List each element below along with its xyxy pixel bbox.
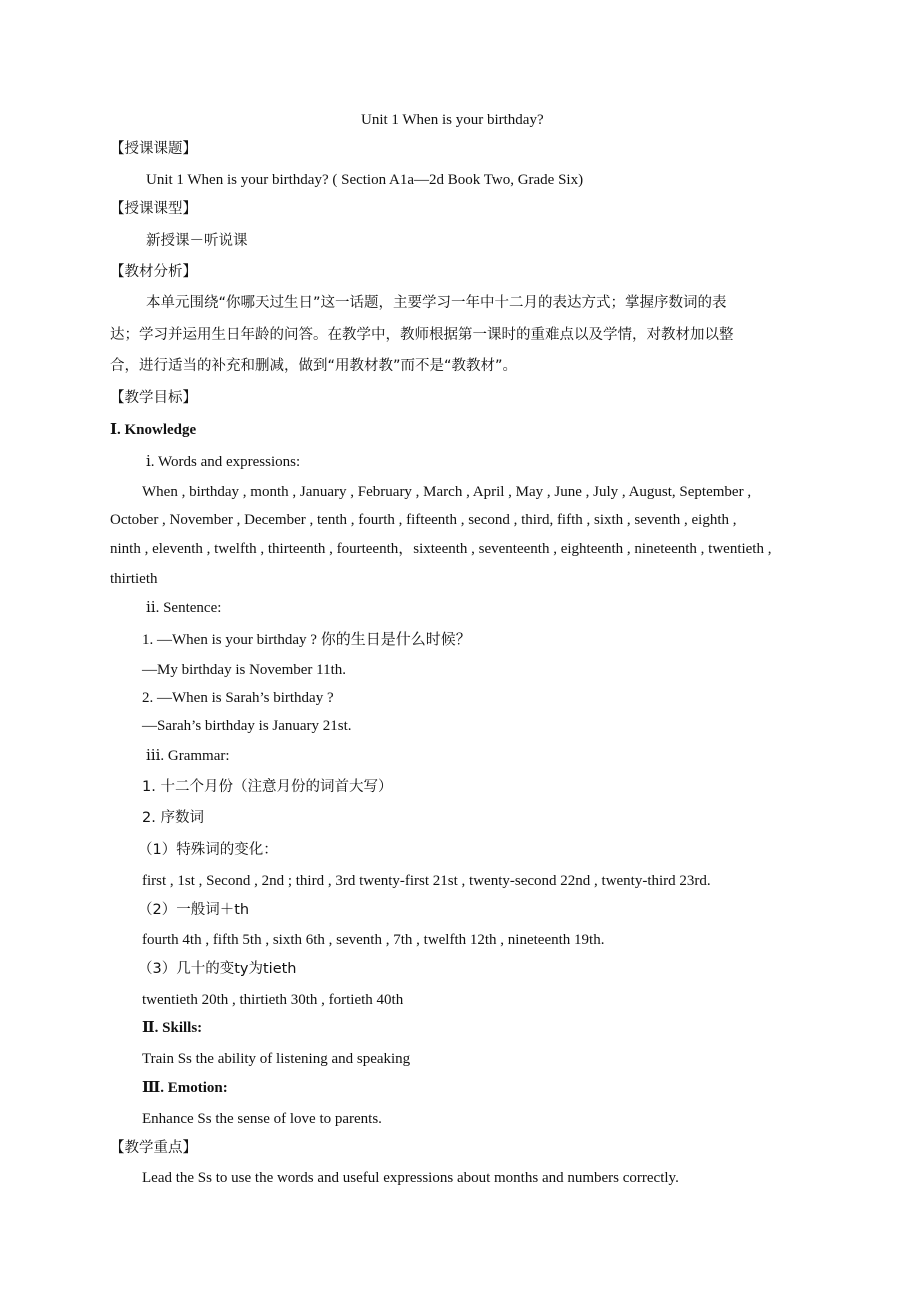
- emotion-heading: Ⅲ. Emotion:: [142, 1080, 228, 1096]
- words-line-4: thirtieth: [110, 571, 158, 587]
- skills-heading: Ⅱ. Skills:: [142, 1020, 203, 1036]
- words-line-2: October , November , December , tenth , fourth , fifteenth , second , third, fifth , sixth , seventh , eighth ,: [110, 512, 737, 528]
- emotion-text: Enhance Ss the sense of love to parents.: [142, 1111, 382, 1127]
- heading-goals: 【教学目标】: [110, 390, 197, 406]
- heading-topic: 【授课课题】: [110, 141, 197, 157]
- grammar-line-1: 1. 十二个月份（注意月份的词首大写）: [142, 779, 393, 795]
- sentence-line-4: —Sarah’s birthday is January 21st.: [142, 718, 352, 734]
- grammar-line-7: （3）几十的变ty为tieth: [138, 961, 297, 977]
- heading-analysis: 【教材分析】: [110, 264, 197, 280]
- sentence-line-3: 2. —When is Sarah’s birthday ?: [142, 690, 334, 706]
- skills-text: Train Ss the ability of listening and speaking: [142, 1051, 411, 1067]
- lesson-type-text: 新授课－听说课: [146, 233, 248, 249]
- words-heading: ⅰ. Words and expressions:: [146, 454, 301, 470]
- grammar-line-6: fourth 4th , fifth 5th , sixth 6th , seventh , 7th , twelfth 12th , nineteenth 19th.: [142, 932, 605, 948]
- analysis-line-2: 达；学习并运用生日年龄的问答。在教学中，教师根据第一课时的重难点以及学情，对教材加以整: [110, 327, 734, 343]
- grammar-heading: ⅲ. Grammar:: [146, 748, 230, 764]
- topic-text: Unit 1 When is your birthday? ( Section A1a—2d Book Two, Grade Six): [146, 172, 584, 188]
- analysis-line-1: 本单元围绕“你哪天过生日”这一话题，主要学习一年中十二月的表达方式；掌握序数词的表: [146, 295, 727, 311]
- grammar-line-4: first , 1st , Second , 2nd ; third , 3rd twenty-first 21st , twenty-second 22nd , twenty-third 23rd.: [142, 873, 711, 889]
- sentence-heading: ⅱ. Sentence:: [146, 600, 222, 616]
- grammar-line-3: （1）特殊词的变化：: [138, 842, 278, 858]
- analysis-line-3: 合，进行适当的补充和删减，做到“用教材教”而不是“教教材”。: [110, 358, 518, 374]
- sentence-line-1: 1. —When is your birthday ? 你的生日是什么时候？: [142, 632, 471, 648]
- sentence-line-2: —My birthday is November 11th.: [142, 662, 347, 678]
- grammar-line-5: （2）一般词＋th: [138, 902, 250, 918]
- knowledge-heading: Ⅰ. Knowledge: [110, 422, 197, 438]
- heading-key-points: 【教学重点】: [110, 1140, 197, 1156]
- document-title: Unit 1 When is your birthday?: [361, 112, 544, 128]
- grammar-line-8: twentieth 20th , thirtieth 30th , fortieth 40th: [142, 992, 404, 1008]
- key-points-text: Lead the Ss to use the words and useful expressions about months and numbers correctly.: [142, 1170, 679, 1186]
- grammar-line-2: 2. 序数词: [142, 810, 204, 826]
- heading-lesson-type: 【授课课型】: [110, 201, 197, 217]
- words-line-3: ninth , eleventh , twelfth , thirteenth , fourteenth，sixteenth , seventeenth , eighteenth , nineteenth , twentieth ,: [110, 541, 772, 557]
- words-line-1: When , birthday , month , January , February , March , April , May , June , July , August, September ,: [142, 484, 752, 500]
